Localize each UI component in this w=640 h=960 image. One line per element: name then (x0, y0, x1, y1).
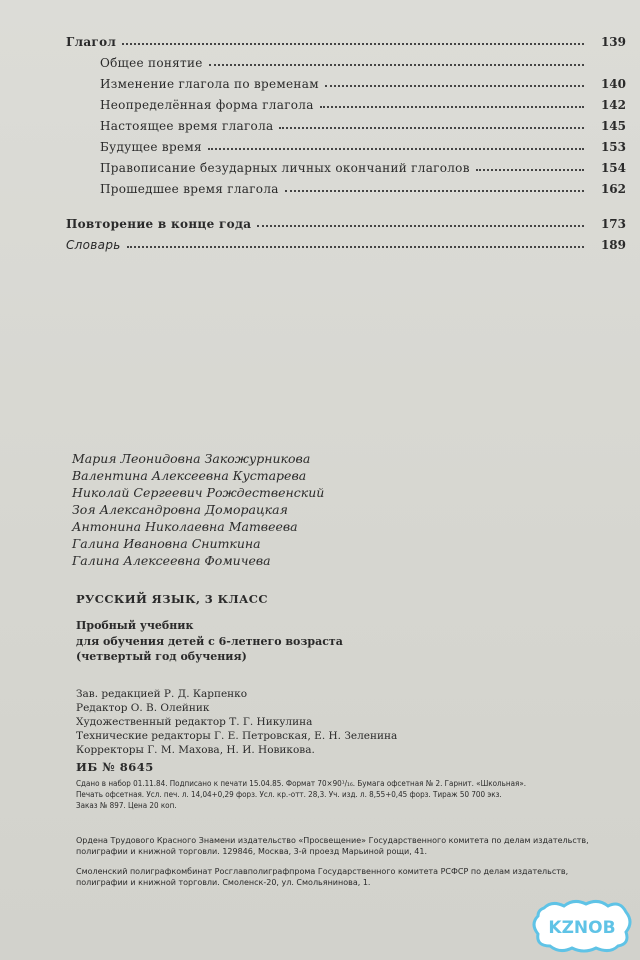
table-of-contents (66, 28, 626, 252)
toc-entry (66, 70, 626, 91)
printer-info (76, 867, 568, 888)
imprint-line: Заказ № 897. Цена 20 коп. (76, 801, 177, 810)
author-name: Валентина Алексеевна Кустарева (72, 468, 307, 483)
toc-entry (66, 133, 626, 154)
toc-entry (66, 112, 626, 133)
publisher-line: полиграфии и книжной торговли. 129846, Москва, 3-й проезд Марьиной рощи, 41. (76, 846, 428, 856)
toc-leader-dots (320, 105, 584, 108)
book-title: РУССКИЙ ЯЗЫК, 3 КЛАСС (76, 592, 268, 606)
toc-page-number: 153 (600, 140, 626, 154)
toc-leader-dots (127, 245, 584, 248)
author-name: Галина Ивановна Сниткина (72, 536, 261, 551)
toc-entry-label: Будущее время (100, 140, 202, 154)
toc-page-number: 139 (600, 35, 626, 49)
toc-entry-label: Правописание безударных личных окончаний глаголов (100, 161, 470, 175)
printer-line: полиграфии и книжной торговли. Смоленск-20, ул. Смольянинова, 1. (76, 877, 371, 887)
toc-page-number: 142 (600, 98, 626, 112)
watermark-badge (530, 898, 634, 954)
publisher-line: Ордена Трудового Красного Знамени издательство «Просвещение» Государственного комитета по делам издательств, (76, 836, 589, 845)
toc-entry-label: Словарь (66, 238, 121, 252)
toc-page-number: 173 (600, 217, 626, 231)
toc-entry-label: Неопределённая форма глагола (100, 98, 314, 112)
toc-entry (66, 154, 626, 175)
author-name: Зоя Александровна Доморацкая (72, 502, 288, 517)
toc-entry (66, 91, 626, 112)
toc-entry-label: Изменение глагола по временам (100, 77, 319, 91)
toc-entry (66, 49, 626, 70)
imprint-line: Печать офсетная. Усл. печ. л. 14,04+0,29 форз. Усл. кр.-отт. 28,3. Уч. изд. л. 8,55+0,45 форз. Тираж 50 700 экз. (76, 790, 502, 799)
author-name: Антонина Николаевна Матвеева (72, 519, 298, 534)
toc-leader-dots (257, 224, 584, 227)
author-name: Галина Алексеевна Фомичева (72, 553, 271, 568)
subtitle-line: (четвертый год обучения) (76, 650, 247, 663)
author-name: Николай Сергеевич Рождественский (72, 485, 325, 500)
toc-page-number: 154 (600, 161, 626, 175)
editor-line: Редактор О. В. Олейник (76, 702, 210, 714)
printer-line: Смоленский полиграфкомбинат Росглавполиграфпрома Государственного комитета РСФСР по делам издательств, (76, 867, 569, 876)
toc-page-number: 189 (600, 238, 626, 252)
editor-line: Технические редакторы Г. Е. Петровская, Е. Н. Зеленина (76, 730, 398, 742)
toc-page-number: 162 (600, 182, 626, 196)
toc-page-number: 140 (600, 77, 626, 91)
toc-entry-label: Общее понятие (100, 56, 203, 70)
subtitle-line: Пробный учебник (76, 619, 194, 632)
editor-line: Корректоры Г. М. Махова, Н. И. Новикова. (76, 744, 315, 756)
author-name: Мария Леонидовна Закожурникова (72, 451, 311, 466)
toc-entry-label: Повторение в конце года (66, 217, 252, 231)
toc-leader-dots (122, 42, 584, 45)
toc-leader-dots (285, 189, 584, 192)
toc-entry (66, 28, 626, 49)
book-subtitle (76, 618, 343, 665)
imprint-details (76, 778, 526, 811)
ib-number: ИБ № 8645 (76, 760, 154, 774)
toc-entry-label: Настоящее время глагола (100, 119, 274, 133)
imprint-line: Сдано в набор 01.11.84. Подписано к печати 15.04.85. Формат 70×90¹/₁₆. Бумага офсетная № 2. Гарнит. «Школьная». (76, 779, 527, 788)
watermark-text: KZNOB (548, 918, 616, 938)
toc-leader-dots (209, 63, 584, 66)
subtitle-line: для обучения детей с 6-летнего возраста (76, 634, 343, 648)
toc-page-number: 145 (600, 119, 626, 133)
toc-leader-dots (208, 147, 584, 150)
toc-entry (66, 175, 626, 196)
toc-entry-label: Прошедшее время глагола (100, 182, 279, 196)
toc-leader-dots (476, 168, 584, 171)
toc-spacer (66, 196, 626, 210)
toc-entry (66, 210, 626, 231)
publisher-info (76, 836, 589, 857)
toc-entry (66, 231, 626, 252)
toc-leader-dots (325, 84, 584, 87)
toc-entry-label: Глагол (66, 35, 117, 49)
editor-credits (76, 687, 397, 757)
author-list (72, 450, 324, 569)
editor-line: Зав. редакцией Р. Д. Карпенко (76, 688, 248, 700)
toc-leader-dots (279, 126, 584, 129)
editor-line: Художественный редактор Т. Г. Никулина (76, 716, 313, 728)
